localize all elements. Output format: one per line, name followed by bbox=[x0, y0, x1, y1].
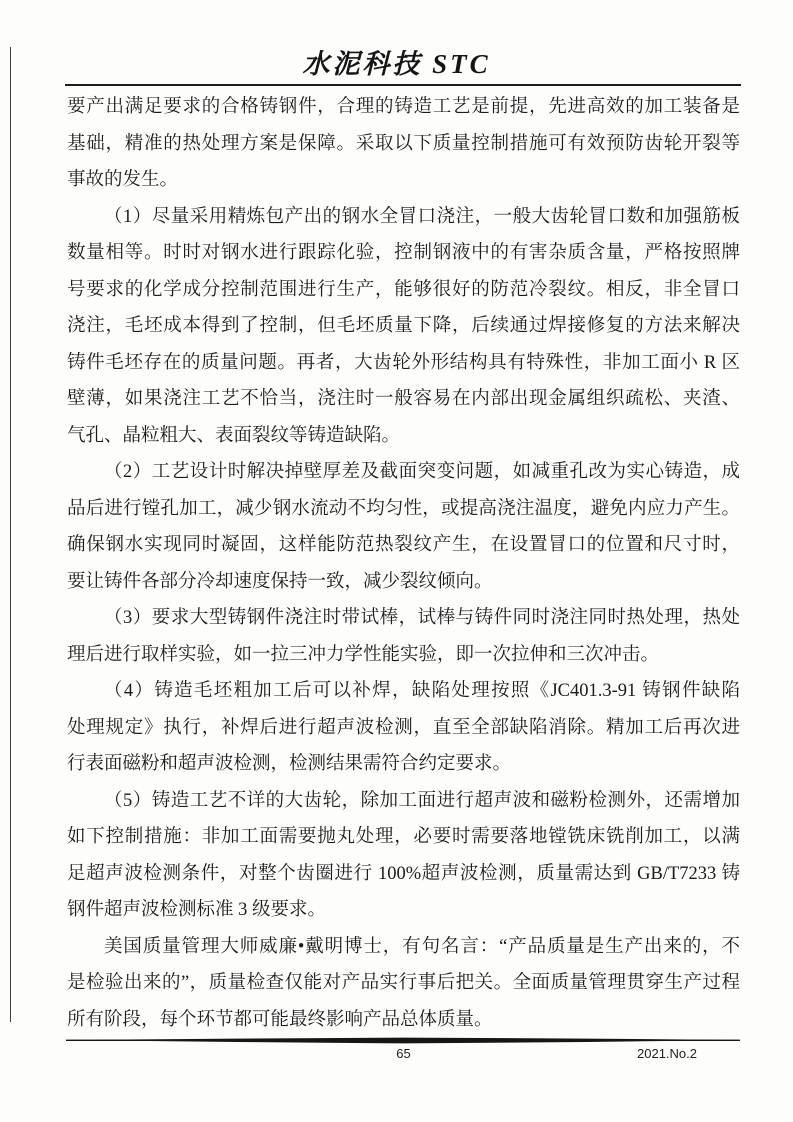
text-line: 浇注，毛坯成本得到了控制，但毛坯质量下降，后续通过焊接修复的方法来解决 bbox=[67, 316, 740, 336]
paragraph bbox=[67, 89, 740, 199]
text-line: 理后进行取样实验，如一拉三冲力学性能实验，即一次拉伸和三次冲击。 bbox=[67, 644, 660, 665]
text-line: 基础，精准的热处理方案是保障。采取以下质量控制措施可有效预防齿轮开裂等 bbox=[67, 133, 740, 154]
text-line: 事故的发生。 bbox=[67, 170, 179, 190]
text-line: 美国质量管理大师威廉•戴明博士，有句名言：“产品质量是生产出来的，不 bbox=[104, 936, 740, 957]
paragraph bbox=[67, 783, 740, 929]
text-line: （5）铸造工艺不详的大齿轮，除加工面进行超声波和磁粉检测外，还需增加 bbox=[104, 790, 740, 811]
text-line: 要让铸件各部分冷却速度保持一致，减少裂纹倾向。 bbox=[67, 571, 493, 592]
text-line: 钢件超声波检测标准 3 级要求。 bbox=[67, 900, 327, 920]
text-line: 处理规定》执行，补焊后进行超声波检测，直至全部缺陷消除。精加工后再次进 bbox=[67, 717, 740, 738]
text-line: （3）要求大型铸钢件浇注时带试棒，试棒与铸件同时浇注同时热处理，热处 bbox=[104, 608, 740, 628]
text-line: 数量相等。时时对钢水进行跟踪化验，控制钢液中的有害杂质含量，严格按照牌 bbox=[67, 243, 740, 263]
paragraph bbox=[67, 454, 740, 600]
paragraph bbox=[67, 600, 740, 673]
text-line: （4）铸造毛坯粗加工后可以补焊，缺陷处理按照《JC401.3-91 铸钢件缺陷 bbox=[104, 681, 740, 701]
article-body bbox=[67, 89, 740, 1038]
paragraph bbox=[67, 929, 740, 1039]
text-line: 壁薄，如果浇注工艺不恰当，浇注时一般容易在内部出现金属组织疏松、夹渣、 bbox=[67, 389, 740, 409]
page-number: 65 bbox=[396, 1046, 411, 1061]
footer-rule bbox=[66, 1037, 740, 1044]
text-line: （2）工艺设计时解决掉壁厚差及截面突变问题，如减重孔改为实心铸造，成 bbox=[104, 462, 740, 482]
text-line: 铸件毛坯存在的质量问题。再者，大齿轮外形结构具有特殊性，非加工面小 R 区 bbox=[67, 352, 740, 373]
paragraph bbox=[67, 673, 740, 783]
page-edge-line bbox=[10, 47, 11, 1022]
issue-label: 2021.No.2 bbox=[637, 1046, 697, 1061]
text-line: 气孔、晶粒粗大、表面裂纹等铸造缺陷。 bbox=[67, 425, 401, 446]
text-line: 行表面磁粉和超声波检测，检测结果需符合约定要求。 bbox=[67, 754, 512, 774]
text-line: 号要求的化学成分控制范围进行生产，能够很好的防范冷裂纹。相反，非全冒口 bbox=[67, 279, 740, 300]
text-line: 所有阶段，每个环节都可能最终影响产品总体质量。 bbox=[67, 1009, 493, 1030]
text-line: （1）尽量采用精炼包产出的钢水全冒口浇注，一般大齿轮冒口数和加强筋板 bbox=[104, 206, 740, 227]
journal-title: 水泥科技 STC bbox=[302, 49, 491, 79]
text-line: 确保钢水实现同时凝固，这样能防范热裂纹产生，在设置冒口的位置和尺寸时， bbox=[67, 535, 740, 555]
text-line: 是检验出来的”，质量检查仅能对产品实行事后把关。全面质量管理贯穿生产过程 bbox=[67, 973, 740, 993]
text-line: 品后进行镗孔加工，减少钢水流动不均匀性，或提高浇注温度，避免内应力产生。 bbox=[67, 498, 740, 519]
text-line: 如下控制措施：非加工面需要抛丸处理，必要时需要落地镗铣床铣削加工，以满 bbox=[67, 827, 740, 847]
paragraph bbox=[67, 199, 740, 455]
text-line: 足超声波检测条件，对整个齿圈进行 100%超声波检测，质量需达到 GB/T7233 铸 bbox=[67, 863, 740, 884]
header-rule bbox=[65, 84, 741, 86]
text-line: 要产出满足要求的合格铸钢件，合理的铸造工艺是前提，先进高效的加工装备是 bbox=[67, 97, 740, 117]
